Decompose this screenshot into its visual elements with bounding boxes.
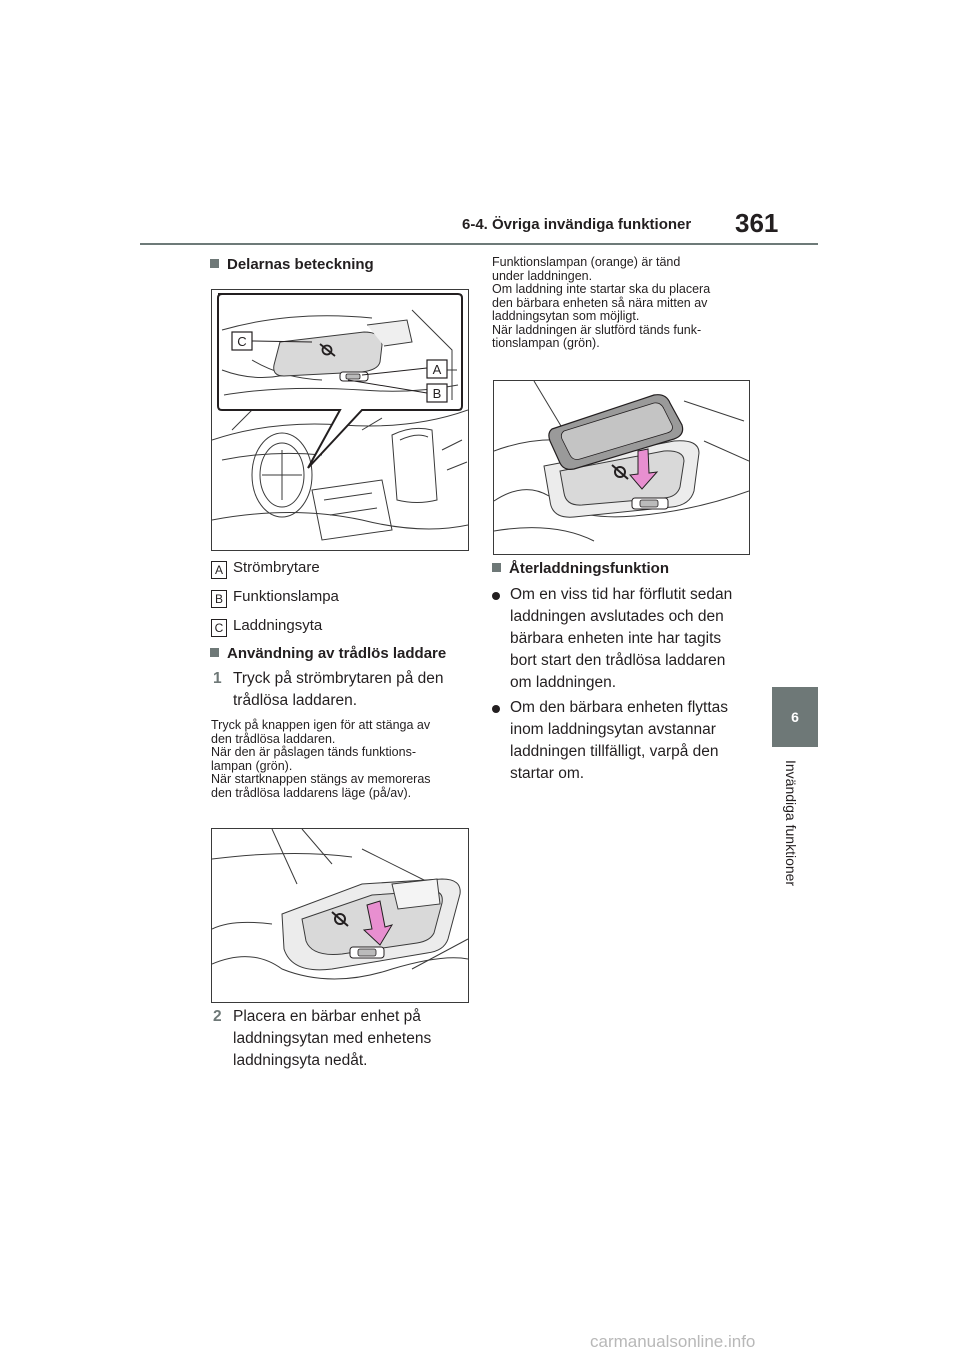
bullet-dot-icon	[492, 705, 500, 713]
chapter-number: 6	[791, 709, 799, 725]
note-line: Om laddning inte startar ska du placera	[492, 282, 711, 296]
recharge-heading	[492, 560, 669, 577]
note-line: När den är påslagen tänds funktions-	[211, 745, 416, 759]
bullet-line: laddningen avslutades och den	[510, 608, 724, 625]
figure-interior-overview	[211, 289, 469, 551]
bullet-line: Om en viss tid har förflutit sedan	[510, 586, 733, 603]
step-line: laddningsyta nedåt.	[233, 1052, 368, 1069]
bullet-line: laddningen tillfälligt, varpå den	[510, 743, 719, 760]
step-line: trådlösa laddaren.	[233, 692, 358, 709]
section-square-icon	[210, 648, 219, 657]
step-1-note	[211, 719, 471, 800]
figure-press-switch	[211, 828, 469, 1003]
charging-note	[492, 256, 762, 351]
parts-heading	[210, 256, 374, 273]
section-square-icon	[210, 259, 219, 268]
running-header: 6-4. Övriga invändiga funktioner	[462, 216, 692, 233]
step-line: Tryck på strömbrytaren på den	[233, 670, 444, 687]
note-line: den trådlösa laddaren.	[211, 731, 336, 746]
legend-item	[211, 587, 461, 607]
note-line: När startknappen stängs av memoreras	[211, 772, 431, 786]
bullet-item	[492, 584, 762, 694]
step-text	[233, 668, 443, 712]
note-line: Funktionslampan (orange) är tänd	[492, 255, 681, 269]
callout-b	[427, 384, 447, 402]
step-line: Placera en bärbar enhet på	[233, 1008, 421, 1025]
figure-device-on-pad	[493, 380, 750, 555]
legend-item	[211, 558, 461, 578]
legend-label: Funktionslampa	[233, 588, 339, 605]
bullet-line: inom laddningsytan avstannar	[510, 721, 716, 738]
step-2	[213, 1006, 473, 1072]
svg-text:B: B	[432, 386, 442, 401]
bullet-line: Om den bärbara enheten flyttas	[510, 699, 728, 716]
bullet-text	[510, 697, 728, 785]
legend-letter-b: B	[211, 590, 227, 608]
footer-watermark: carmanualsonline.info	[590, 1332, 756, 1351]
legend-item	[211, 616, 461, 636]
chapter-side-label	[783, 760, 807, 960]
bullet-text	[510, 584, 732, 694]
note-line: laddningsytan som möjligt.	[492, 309, 640, 323]
bullet-item	[492, 697, 762, 787]
note-line: När laddningen är slutförd tänds funk-	[492, 322, 702, 337]
bullet-line: om laddningen.	[510, 674, 616, 691]
legend-label: Strömbrytare	[233, 559, 320, 576]
page-number: 361	[735, 208, 779, 238]
parts-heading-text: Delarnas beteckning	[227, 256, 374, 273]
device-illustration	[494, 381, 749, 554]
step-text	[233, 1006, 431, 1072]
note-line: Tryck på knappen igen för att stänga av	[211, 718, 431, 732]
step-1	[213, 668, 473, 714]
note-line: lampan (grön).	[211, 758, 293, 773]
bullet-line: startar om.	[510, 765, 585, 782]
step-line: laddningsytan med enhetens	[233, 1030, 432, 1047]
interior-illustration	[212, 290, 468, 550]
note-line: den trådlösa laddarens läge (på/av).	[211, 785, 412, 800]
recharge-heading-text: Återladdningsfunktion	[509, 560, 669, 577]
callout-a	[427, 360, 447, 378]
note-line: under laddningen.	[492, 268, 593, 283]
usage-heading-text: Användning av trådlös laddare	[227, 645, 447, 662]
callout-c	[232, 332, 252, 350]
chapter-tab	[772, 687, 818, 747]
usage-heading	[210, 645, 446, 662]
note-line: den bärbara enheten så nära mitten av	[492, 295, 708, 310]
switch-illustration	[212, 829, 468, 1002]
chapter-title: Invändiga funktioner	[783, 760, 799, 887]
parts-legend	[211, 558, 461, 636]
bullet-line: bärbara enheten inte har tagits	[510, 630, 722, 647]
step-number: 2	[213, 1008, 222, 1025]
step-number: 1	[213, 670, 222, 687]
bullet-line: bort start den trådlösa laddaren	[510, 652, 726, 669]
legend-letter-a: A	[211, 561, 227, 579]
svg-text:A: A	[432, 362, 442, 377]
section-square-icon	[492, 563, 501, 572]
note-line: tionslampan (grön).	[492, 336, 600, 350]
header-rule	[140, 243, 818, 245]
legend-letter-c: C	[211, 619, 227, 637]
svg-text:C: C	[237, 334, 247, 349]
legend-label: Laddningsyta	[233, 617, 323, 634]
bullet-dot-icon	[492, 592, 500, 600]
